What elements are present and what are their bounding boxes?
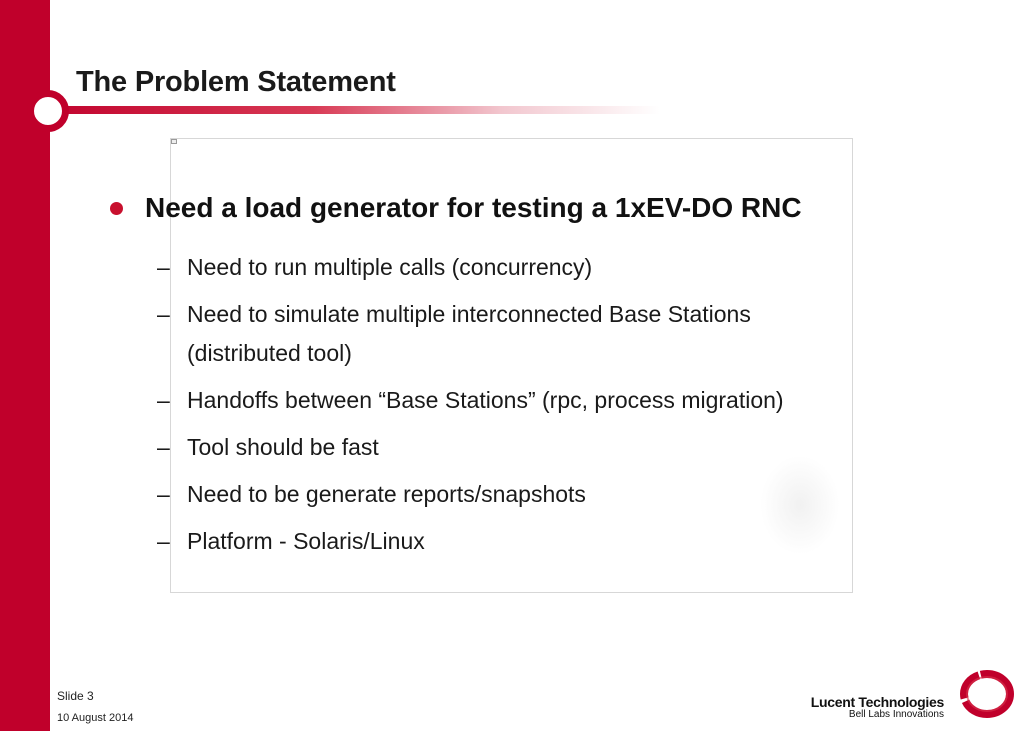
sub-bullet: [157, 295, 917, 373]
dash-marker: –: [157, 528, 170, 554]
sub-bullet: [157, 475, 917, 514]
main-bullet-text: Need a load generator for testing a 1xEV-DO RNC: [145, 192, 802, 223]
brand-tagline: Bell Labs Innovations: [848, 709, 944, 720]
sub-bullet-text: Need to simulate multiple interconnected Base Stations (distributed tool): [187, 301, 751, 366]
dash-marker: –: [157, 481, 170, 507]
sub-bullet: [157, 248, 917, 287]
dash-marker: –: [157, 254, 170, 280]
title-ring-icon: [27, 90, 69, 132]
brand-name: Lucent Technologies: [810, 694, 944, 710]
slide-number: Slide 3: [57, 689, 94, 703]
main-bullet: [110, 192, 802, 224]
sub-bullet-list: [157, 248, 917, 569]
sub-bullet-text: Need to run multiple calls (concurrency): [187, 254, 593, 280]
sub-bullet-text: Need to be generate reports/snapshots: [187, 481, 586, 507]
dash-marker: –: [157, 387, 170, 413]
dash-marker: –: [157, 301, 170, 327]
sub-bullet: [157, 522, 917, 561]
slide-date: 10 August 2014: [57, 712, 134, 724]
sub-bullet-text: Platform - Solaris/Linux: [187, 528, 425, 554]
brand-block: [790, 694, 944, 720]
sub-bullet: [157, 428, 917, 467]
sub-bullet: [157, 381, 917, 420]
broken-image-icon: [171, 139, 177, 144]
title-underline: [30, 106, 660, 114]
dash-marker: –: [157, 434, 170, 460]
lucent-ring-logo: [958, 668, 1016, 720]
red-dot-icon: [110, 202, 123, 215]
slide-title: The Problem Statement: [76, 66, 396, 98]
sub-bullet-text: Tool should be fast: [187, 434, 379, 460]
sub-bullet-text: Handoffs between “Base Stations” (rpc, process migration): [187, 387, 784, 413]
